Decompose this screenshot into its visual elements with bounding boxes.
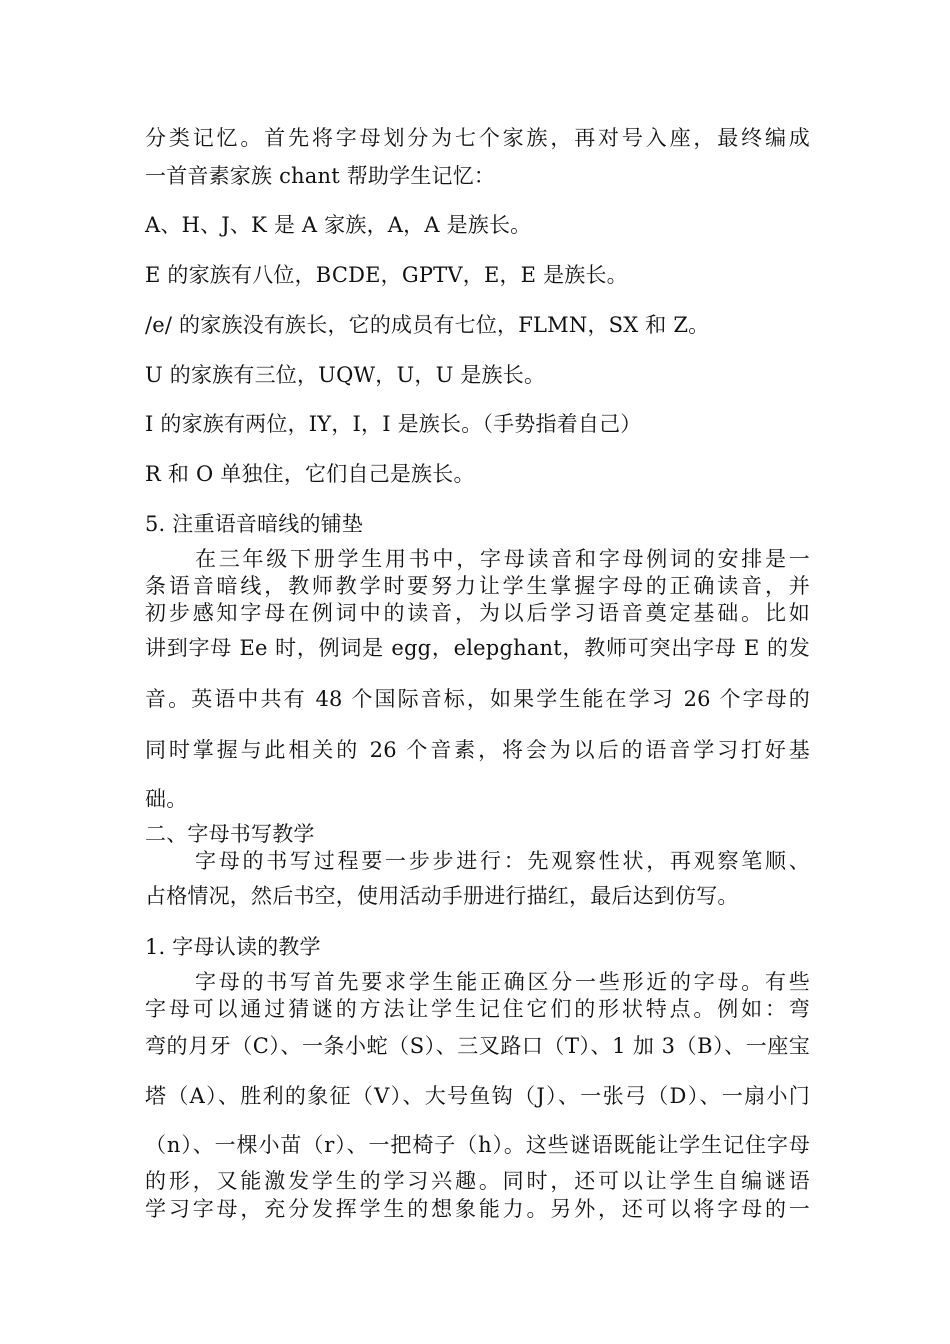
paragraph-line: 字母的书写过程要一步步进行：先观察性状，再观察笔顺、 (195, 849, 810, 873)
paragraph-line: 塔（A）、胜利的象征（V）、大号鱼钩（J）、一张弓（D）、一扇小门 (145, 1084, 810, 1108)
chant-line: E 的家族有八位，BCDE，GPTV，E，E 是族长。 (145, 263, 628, 287)
section-heading: 二、字母书写教学 (145, 822, 315, 846)
section-heading: 1. 字母认读的教学 (145, 935, 321, 959)
paragraph-line: 的形，又能激发学生的学习兴趣。同时，还可以让学生自编谜语 (145, 1169, 810, 1193)
chant-line: I 的家族有两位，IY，I，I 是族长。（手势指着自己） (145, 412, 642, 436)
paragraph-line: 讲到字母 Ee 时，例词是 egg，elepghant，教师可突出字母 E 的发 (145, 636, 810, 660)
chant-line: R 和 O 单独住，它们自己是族长。 (145, 462, 475, 486)
chant-line: /e/ 的家族没有族长，它的成员有七位，FLMN，SX 和 Z。 (145, 313, 710, 337)
paragraph-line: 础。 (145, 787, 188, 811)
chant-line: A、H、J、K 是 A 家族，A，A 是族长。 (145, 213, 532, 237)
chant-line: U 的家族有三位，UQW，U，U 是族长。 (145, 363, 546, 387)
section-heading: 5. 注重语音暗线的铺垫 (145, 512, 364, 536)
paragraph-line: 学习字母，充分发挥学生的想象能力。另外，还可以将字母的一 (145, 1197, 810, 1221)
paragraph-line: 分类记忆。首先将字母划分为七个家族，再对号入座，最终编成 (145, 126, 810, 150)
paragraph-line: 占格情况，然后书空，使用活动手册进行描红，最后达到仿写。 (145, 884, 739, 908)
paragraph-line: 字母的书写首先要求学生能正确区分一些形近的字母。有些 (195, 970, 810, 994)
paragraph-line: 初步感知字母在例词中的读音，为以后学习语音奠定基础。比如 (145, 601, 810, 625)
paragraph-line: 在三年级下册学生用书中，字母读音和字母例词的安排是一 (195, 547, 810, 571)
paragraph-line: 同时掌握与此相关的 26 个音素，将会为以后的语音学习打好基 (145, 738, 810, 762)
paragraph-line: （n）、一棵小苗（r）、一把椅子（h）。这些谜语既能让学生记住字母 (145, 1133, 810, 1157)
paragraph-line: 音。英语中共有 48 个国际音标，如果学生能在学习 26 个字母的 (145, 687, 810, 711)
paragraph-line: 弯的月牙（C）、一条小蛇（S）、三叉路口（T）、1 加 3（B）、一座宝 (145, 1034, 810, 1058)
paragraph-line: 字母可以通过猜谜的方法让学生记住它们的形状特点。例如：弯 (145, 997, 810, 1021)
paragraph-line: 一首音素家族 chant 帮助学生记忆： (145, 164, 496, 188)
paragraph-line: 条语音暗线，教师教学时要努力让学生掌握字母的正确读音，并 (145, 574, 810, 598)
